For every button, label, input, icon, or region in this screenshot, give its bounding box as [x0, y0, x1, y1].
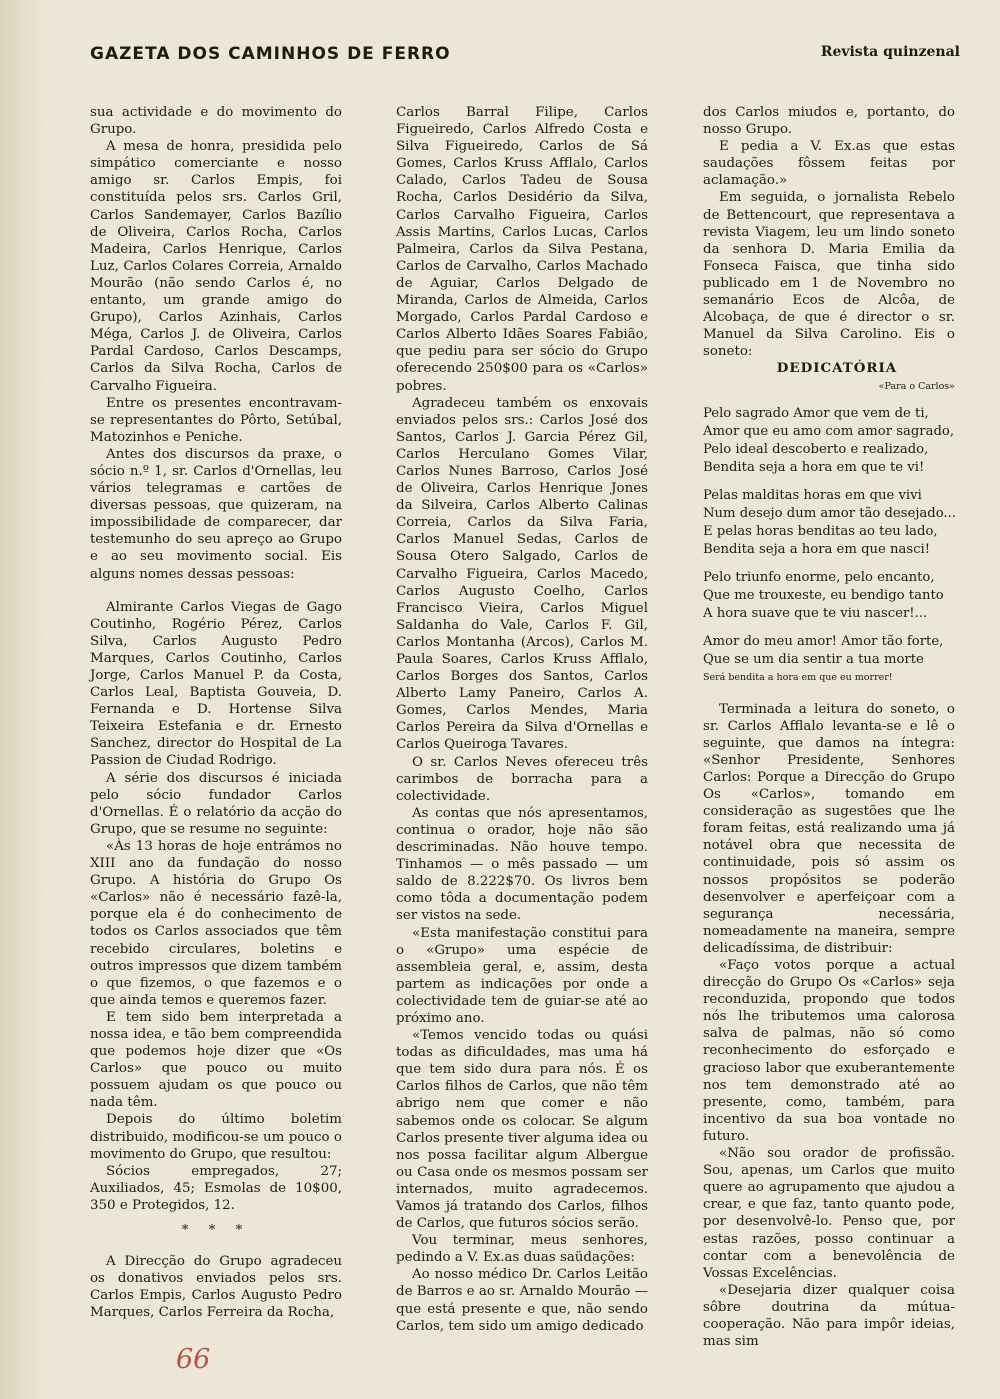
paragraph: E tem sido bem interpretada a nossa idea, e tão bem compreendida que podemos hoje dizer que «Os Carlos» que pouco ou muito possuem ajudam os que pouco ou nada têm.: [90, 1009, 342, 1111]
poem-line: Bendita seja a hora em que nasci!: [703, 541, 931, 557]
paragraph: «Temos vencido todas ou quási todas as dificuldades, mas uma há que tem sido dura para nós. É os Carlos filhos de Carlos, que não têm abrigo nem que comer e não sabemos onde os colocar. Se algum Carlos presente tiver alguma idea ou nos possa facilitar algum Albergue ou Casa onde os mesmos possam ser internados, muito agradecemos. Vamos já tratando dos Carlos, filhos de Carlos, que futuros sócios serão.: [396, 1028, 648, 1232]
poem-line: Pelo sagrado Amor que vem de ti,: [703, 405, 929, 421]
paragraph: As contas que nós apresentamos, continua o orador, hoje não são descriminadas. Não houve tempo. Tinhamos — o mês passado — um saldo de 8.222$70. Os livros bem como tôda a documentação podem ser vistos na sede.: [396, 805, 648, 924]
poem-stanza-1: [703, 405, 955, 477]
paragraph: Vou terminar, meus senhores, pedindo a V. Ex.as duas saüdações:: [396, 1233, 648, 1266]
paragraph: «Às 13 horas de hoje entrámos no XIII ano da fundação do nosso Grupo. A história do Grupo Os «Carlos» não é necessário fazê-la, porque ela é do conhecimento de todos os Carlos associados que têm recebido circulares, boletins e outros impressos que dizem também o que fizemos, o que fazemos e o que ainda temos e queremos fazer.: [90, 838, 342, 1008]
publication-frequency: Revista quinzenal: [820, 44, 960, 60]
paragraph: «Não sou orador de profissão. Sou, apenas, um Carlos que muito quere ao agrupamento que ajudou a crear, e que faz, tanto quanto pode, por desenvolvê-lo. Penso que, por estas razões, posso continuar a contar com a benevolência de Vossas Excelências.: [703, 1146, 955, 1281]
paragraph: E pedia a V. Ex.as que estas saudações fôssem feitas por aclamação.»: [703, 139, 955, 189]
paragraph: A Direcção do Grupo agradeceu os donativos enviados pelos srs. Carlos Empis, Carlos Augusto Pedro Marques, Carlos Ferreira da Rocha,: [90, 1254, 342, 1321]
paragraph: Depois do último boletim distribuido, modificou-se um pouco o movimento do Grupo, que resultou:: [90, 1112, 342, 1162]
page-edge-shadow: [0, 0, 46, 1399]
paragraph: Almirante Carlos Viegas de Gago Coutinho, Rogério Pérez, Carlos Silva, Carlos Augusto Pedro Marques, Carlos Coutinho, Carlos Jorge, Carlos Manuel P. da Costa, Carlos Leal, Baptista Gouveia, D. Fernanda e D. Hortense Silva Teixeira Estefania e dr. Ernesto Sanchez, director do Hospital de La Passion de Ciudad Rodrigo.: [90, 599, 342, 769]
paragraph: «Desejaria dizer qualquer coisa sôbre doutrina da mútua-cooperação. Não para impôr ideias, mas sim: [703, 1282, 955, 1350]
poem-stanza-4: [703, 633, 955, 687]
page-header: [90, 44, 960, 74]
poem-line: Num desejo dum amor tão desejado...: [703, 505, 956, 521]
section-divider: * * *: [181, 1223, 251, 1238]
paragraph: Carlos Barral Filipe, Carlos Figueiredo, Carlos Alfredo Costa e Silva Figueiredo, Carlos de Sá Gomes, Carlos Kruss Afflalo, Carlos Calado, Carlos Tadeu de Sousa Rocha, Carlos Desidério da Silva, Carlos Carvalho Figueira, Carlos Assis Martins, Carlos Lucas, Carlos Palmeira, Carlos da Silva Pestana, Carlos de Carvalho, Carlos Machado de Aguiar, Carlos Delgado de Miranda, Carlos de Almeida, Carlos Morgado, Carlos Pardal Cardoso e Carlos Alberto Idães Soares Fabião, que pediu para ser sócio do Grupo oferecendo 250$00 para os «Carlos» pobres.: [396, 105, 648, 394]
paragraph: sua actividade e do movimento do Grupo.: [90, 105, 342, 138]
paragraph: Em seguida, o jornalista Rebelo de Bettencourt, que representava a revista Viagem, leu um lindo soneto da senhora D. Maria Emilia da Fonseca Faisca, que tinha sido publicado em 1 de Novembro no semanário Ecos de Alcôa, de Alcobaça, de que é director o sr. Manuel da Silva Carolino. Eis o soneto:: [703, 190, 955, 360]
poem-line: A hora suave que te viu nascer!...: [703, 605, 928, 621]
paragraph: Agradeceu também os enxovais enviados pelos srs.: Carlos José dos Santos, Carlos J. Garcia Pérez Gil, Carlos Herculano Gomes Vilar, Carlos Nunes Barroso, Carlos José de Oliveira, Carlos Henrique Jones da Silveira, Carlos Alberto Calinas Correia, Carlos da Silva Faria, Carlos Manuel Sedas, Carlos de Sousa Otero Salgado, Carlos de Carvalho Figueira, Carlos Macedo, Carlos Augusto Coelho, Carlos Francisco Vieira, Carlos Miguel Saldanha do Vale, Carlos F. Gil, Carlos Montanha (Arcos), Carlos M. Paula Soares, Carlos Kruss Afflalo, Carlos Borges dos Santos, Carlos Alberto Lamy Paneiro, Carlos A. Gomes, Carlos Mendes, Maria Carlos Pereira da Silva d'Ornellas e Carlos Queiroga Tavares.: [396, 395, 648, 753]
column-2: [396, 104, 648, 1334]
poem-line: Amor que eu amo com amor sagrado,: [703, 423, 955, 439]
poem-line: Bendita seja a hora em que te vi!: [703, 459, 925, 475]
poem-stanza-2: [703, 487, 955, 559]
column-3: [703, 104, 956, 1350]
paragraph: Ao nosso médico Dr. Carlos Leitão de Barros e ao sr. Arnaldo Mourão — que está presente e que, não sendo Carlos, tem sido um amigo dedicado: [396, 1267, 648, 1334]
paragraph: dos Carlos miudos e, portanto, do nosso Grupo.: [703, 105, 955, 138]
paragraph: «Esta manifestação constitui para o «Grupo» uma espécie de assembleia geral, e, assim, desta partem as indicações por onde a colectividade tem de guiar-se até ao próximo ano.: [396, 925, 648, 1026]
poem-line: E pelas horas benditas ao teu lado,: [703, 523, 938, 539]
paragraph: Terminada a leitura do soneto, o sr. Carlos Afflalo levanta-se e lê o seguinte, que damos na íntegra: «Senhor Presidente, Senhores Carlos: Porque a Direcção do Grupo Os «Carlos», tomando em consideração as sugestões que lhe foram feitas, está realizando uma já notável obra que necessita de continuidade, pois só assim os nossos propósitos se poderão desenvolver e aperfeiçoar com a segurança necessária, nomeadamente na maneira, sempre delicadíssima, de distribuir:: [703, 701, 955, 956]
poem-line: Que se um dia sentir a tua morte: [703, 651, 924, 667]
paragraph: «Faço votos porque a actual direcção do Grupo Os «Carlos» seja reconduzida, propondo que todos nós lhe tributemos uma calorosa salva de palmas, não só como reconhecimento do esforçado e gracioso labor que exuberantemente nos tem demonstrado até ao presente, como, também, para incentivo da sua boa vontade no futuro.: [703, 958, 955, 1144]
publication-title: GAZETA DOS CAMINHOS DE FERRO: [90, 44, 451, 64]
poem-line: Pelo ideal descoberto e realizado,: [703, 441, 929, 457]
poem-line: Amor do meu amor! Amor tão forte,: [703, 633, 944, 649]
paragraph: Entre os presentes encontravam-se representantes do Pôrto, Setúbal, Matozinhos e Peniche.: [90, 395, 342, 445]
poem-dedication: «Para o Carlos»: [878, 380, 955, 392]
paragraph: A série dos discursos é iniciada pelo sócio fundador Carlos d'Ornellas. É o relatório da acção do Grupo, que se resume no seguinte:: [90, 770, 342, 837]
poem-title: DEDICATÓRIA: [776, 360, 898, 377]
paragraph: A mesa de honra, presidida pelo simpático comerciante e nosso amigo sr. Carlos Empis, foi constituída pelos srs. Carlos Gril, Carlos Sandemayer, Carlos Bazílio de Oliveira, Carlos Rocha, Carlos Madeira, Carlos Henrique, Carlos Luz, Carlos Colares Correia, Arnaldo Mourão (não sendo Carlos é, no entanto, um grande amigo do Grupo), Carlos Azinhais, Carlos Méga, Carlos J. de Oliveira, Carlos Pardal Cardoso, Carlos Descamps, Carlos da Silva Rocha, Carlos de Carvalho Figueira.: [90, 139, 342, 394]
poem-line: Pelas malditas horas em que vivi: [703, 487, 922, 503]
poem-line: Que me trouxeste, eu bendigo tanto: [703, 587, 944, 603]
page-number: 66: [176, 1344, 211, 1375]
paragraph: O sr. Carlos Neves ofereceu três carimbos de borracha para a colectividade.: [396, 754, 648, 804]
column-1: [90, 104, 342, 1321]
paragraph: Antes dos discursos da praxe, o sócio n.º 1, sr. Carlos d'Ornellas, leu vários telegramas e cartões de diversas pessoas, que quizeram, na impossibilidade de comparecer, dar testemunho do seu apreço ao Grupo e ao seu movimento social. Eis alguns nomes dessas pessoas:: [90, 446, 342, 582]
poem-stanza-3: [703, 569, 955, 623]
paragraph: Sócios empregados, 27; Auxiliados, 45; Esmolas de 10$00, 350 e Protegidos, 12.: [90, 1163, 342, 1213]
poem-line: Pelo triunfo enorme, pelo encanto,: [703, 569, 935, 585]
poem-line: Será bendita a hora em que eu morrer!: [703, 671, 893, 683]
